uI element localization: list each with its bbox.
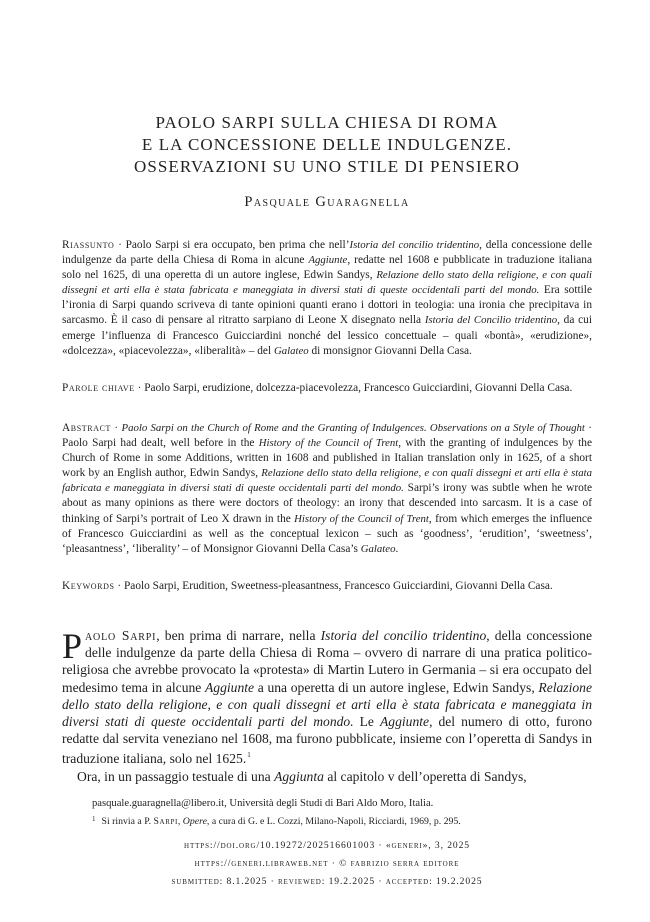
riassunto-text: Era sottile l’ironia di Sarpi quando scriveva di tante opinioni quanti erano i dottori in teologia: una ironia che precipitava in sarcasmo. È il caso di pensare al ritratto sarpiano di Leone X disegnato nella — [62, 284, 592, 327]
riassunto-text: , redatte nel 1608 e pubblicate in traduzione italiana solo nel 1625, di una operetta di un autore inglese, Edwin Sandys, — [62, 254, 592, 282]
footnote-italic: Opere — [182, 816, 207, 827]
riassunto-sep: · — [114, 239, 126, 251]
parole-chiave-block — [62, 381, 592, 396]
abstract-text: . — [395, 542, 399, 555]
doi-line[interactable]: https://doi.org/10.19272/202516601003 · «generi», 3, 2025 — [183, 840, 470, 851]
abstract-text: Paolo Sarpi had dealt, well before in the — [62, 437, 259, 450]
title-line-1: PAOLO SARPI SULLA CHIESA DI ROMA — [155, 113, 499, 132]
riassunto-text: Paolo Sarpi si era occupato, ben prima che nell’ — [125, 239, 350, 251]
abstract-italic: History of the Council of Trent — [294, 512, 429, 525]
riassunto-italic: Relazione dello stato della religione, e con quali dissegni et arti ella è stata fabricata e maneggiata in diversi stati di queste occidentali parti del mondo. — [62, 269, 592, 297]
parole-chiave-label: Parole chiave — [62, 382, 135, 394]
author-name: Pasquale Guaragnella — [244, 194, 410, 210]
body-text: al capitolo v dell’operetta di Sandys, — [323, 768, 527, 784]
body-text: , del numero di otto, furono redatte dal servita veneziano nel 1608, ma furono pubblicate, insieme con l’operetta di Sandys in traduzione italiana, solo nel 1625. — [62, 714, 592, 767]
footnote-text: , — [177, 816, 183, 827]
publisher-line[interactable]: https://generi.libraweb.net · © fabrizio serra editore — [194, 858, 460, 869]
lead-small-caps: aolo Sarpi — [85, 628, 157, 643]
body-text: , della concessione delle indulgenze da parte della Chiesa di Roma – ovvero di narrare di una pratica politico-religiosa che avrebbe provocato la «protesta» di Martin Lutero in Germania – si era occupato del medesimo tema in alcune — [62, 628, 593, 695]
dates-line: submitted: 8.1.2025 · reviewed: 19.2.2025 · accepted: 19.2.2025 — [171, 876, 483, 887]
author-affiliation-note: pasquale.guaragnella@libero.it, Università degli Studi di Bari Aldo Moro, Italia. — [92, 798, 434, 809]
body-italic: Aggiunte — [205, 679, 255, 695]
title-line-3: OSSERVAZIONI SU UNO STILE DI PENSIERO — [133, 157, 521, 176]
title-line-2: E LA CONCESSIONE DELLE INDULGENZE. — [141, 135, 513, 154]
abstract-italic: Galateo — [360, 542, 396, 555]
abstract-block — [62, 421, 592, 557]
body-text: Ora, in un passaggio testuale di una — [77, 768, 275, 784]
article-title — [62, 112, 592, 178]
abstract-sep: · — [111, 422, 122, 434]
riassunto-text: di monsignor Giovanni Della Casa. — [308, 344, 472, 357]
riassunto-block — [62, 238, 592, 359]
keywords-text: Paolo Sarpi, Erudition, Sweetness-pleasantness, Francesco Guicciardini, Giovanni Della Casa. — [124, 580, 553, 592]
body-paragraph-2 — [62, 768, 592, 785]
riassunto-italic: Aggiunte — [308, 254, 348, 267]
abstract-italic: Relazione dello stato della religione, e con quali dissegni et arti ella è stata fabricata e maneggiata in diversi stati di queste occidentali parti del mondo. — [62, 467, 593, 495]
footnote-small-caps: Sarpi — [153, 816, 178, 827]
body-text: , ben prima di narrare, nella — [156, 628, 321, 643]
parole-chiave-text: Paolo Sarpi, erudizione, dolcezza-piacevolezza, Francesco Guicciardini, Giovanni Della Casa. — [144, 382, 573, 394]
footnote-number: 1 — [92, 815, 96, 823]
article-body — [62, 627, 592, 785]
keywords-sep: · — [114, 580, 124, 592]
abstract-italic: History of the Council of Trent — [258, 437, 399, 450]
body-paragraph-1 — [62, 627, 592, 768]
drop-cap: P — [62, 626, 83, 666]
riassunto-italic: Istoria del Concilio tridentino — [424, 314, 558, 327]
body-italic: Istoria del concilio tridentino — [320, 628, 487, 643]
body-italic: Relazione dello stato della religione, e con quali dissegni et arti ella è stata fabricata e maneggiata in diversi stati di queste occidentali parti del mondo. — [62, 679, 592, 730]
abstract-text: Sarpi’s irony was subtle when he wrote about as many opinions as there were doctors of theology: an irony that descended into sarcasm. It is a case of thinking of Sarpi’s portrait of Leo X drawn in the — [62, 482, 593, 525]
footnote-text: Si rinvia a P. — [101, 816, 154, 827]
abstract-title: Paolo Sarpi on the Church of Rome and the Granting of Indulgences. Observations on a Style of Thought — [121, 422, 585, 434]
keywords-label: Keywords — [62, 580, 115, 592]
body-italic: Aggiunte — [379, 714, 430, 730]
abstract-label: Abstract — [62, 422, 111, 434]
parole-chiave-sep: · — [134, 382, 145, 394]
abstract-text: , with the granting of indulgences by the Church of Rome in some Additions, written in 1608 and published in Italian translation only in 1625, of a short work by an English author, Edwin Sandys, — [62, 437, 593, 480]
abstract-text: , from which emerges the influence of Francesco Guicciardini as well as the conceptual lexicon – such as ‘goodness’, ‘erudition’, ‘sweetness’, ‘pleasantness’, ‘liberality’ – of Monsignor Giovanni Della Casa’s — [62, 512, 593, 555]
footnote-text: , a cura di G. e L. Cozzi, Milano-Napoli, Ricciardi, 1969, p. 295. — [206, 816, 461, 827]
riassunto-italic: Istoria del concilio tridentino — [349, 239, 480, 251]
body-text: a una operetta di un autore inglese, Edwin Sandys, — [254, 679, 539, 695]
footnote-1 — [92, 815, 461, 827]
keywords-block — [62, 579, 592, 594]
riassunto-italic: Galateo — [273, 344, 309, 357]
riassunto-text: , della concessione delle indulgenze da parte della Chiesa di Roma in alcune — [62, 239, 592, 267]
body-text: Le — [353, 714, 380, 730]
riassunto-label: Riassunto — [62, 239, 115, 251]
abstract-sep: · — [584, 422, 592, 434]
riassunto-text: , da cui emerge l’influenza di Francesco Guicciardini nonché del lessico concettuale – quali «bontà», «erudizione», «dolcezza», «piacevolezza», «liberalità» – del — [62, 314, 593, 357]
body-italic: Aggiunta — [274, 768, 324, 784]
footnote-ref[interactable]: 1 — [247, 751, 251, 760]
